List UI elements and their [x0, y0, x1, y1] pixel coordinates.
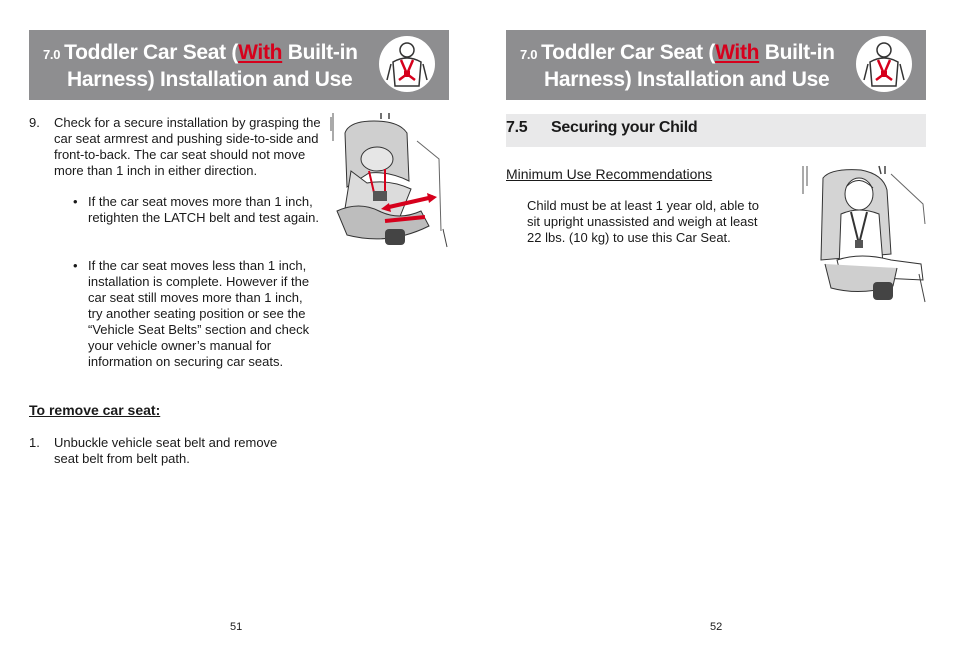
- section-header: [29, 30, 449, 100]
- subheading-remove-seat: To remove car seat:: [29, 402, 161, 418]
- title-part-1: Toddler Car Seat (: [64, 41, 239, 64]
- step-number: 9.: [29, 115, 40, 130]
- step-text: Unbuckle vehicle seat belt and remove seat belt from belt path.: [54, 435, 278, 466]
- harness-child-icon: [379, 36, 435, 92]
- bullet-dot: •: [73, 258, 78, 273]
- section-title: Securing your Child: [551, 119, 698, 136]
- page-number: 52: [710, 621, 723, 633]
- minimum-use-text: Child must be at least 1 year old, able to sit upright unassisted and weigh at least 22 lbs. (10 kg) to use this Car Seat.: [527, 198, 759, 245]
- section-number: 7.0: [520, 47, 538, 62]
- car-seat-installation-illustration: [329, 111, 449, 249]
- header-title: [520, 40, 850, 92]
- child-in-car-seat-illustration: [801, 164, 926, 304]
- title-with: With: [715, 41, 760, 64]
- section-heading-bar: [506, 114, 926, 147]
- bullet-dot: •: [73, 194, 78, 209]
- step-text: Check for a secure installation by grasping the car seat armrest and pushing side-to-side and front-to-back. The car seat should not move more than 1 inch in either direction.: [54, 115, 321, 178]
- title-line-2: Harness) Installation and Use: [544, 68, 830, 91]
- minimum-use-heading: Minimum Use Recommendations: [506, 166, 713, 182]
- title-line-2: Harness) Installation and Use: [67, 68, 353, 91]
- title-part-1: Toddler Car Seat (: [541, 41, 716, 64]
- title-with: With: [238, 41, 283, 64]
- title-part-2: Built-in: [282, 41, 358, 64]
- step-number: 1.: [29, 435, 40, 450]
- bullet-text: If the car seat moves more than 1 inch, retighten the LATCH belt and test again.: [88, 194, 320, 225]
- section-header: [506, 30, 926, 100]
- section-number: 7.5: [506, 119, 528, 136]
- page-right: [477, 0, 954, 660]
- section-number: 7.0: [43, 47, 61, 62]
- page-number: 51: [230, 621, 243, 633]
- bullet-text: If the car seat moves less than 1 inch, installation is complete. However if the car seat still moves more than 1 inch, try another seating position or see the “Vehicle Seat Belts” section and check your vehicle owner’s manual for information on securing car seats.: [88, 258, 310, 369]
- title-part-2: Built-in: [759, 41, 835, 64]
- harness-child-icon: [856, 36, 912, 92]
- header-title: [43, 40, 373, 92]
